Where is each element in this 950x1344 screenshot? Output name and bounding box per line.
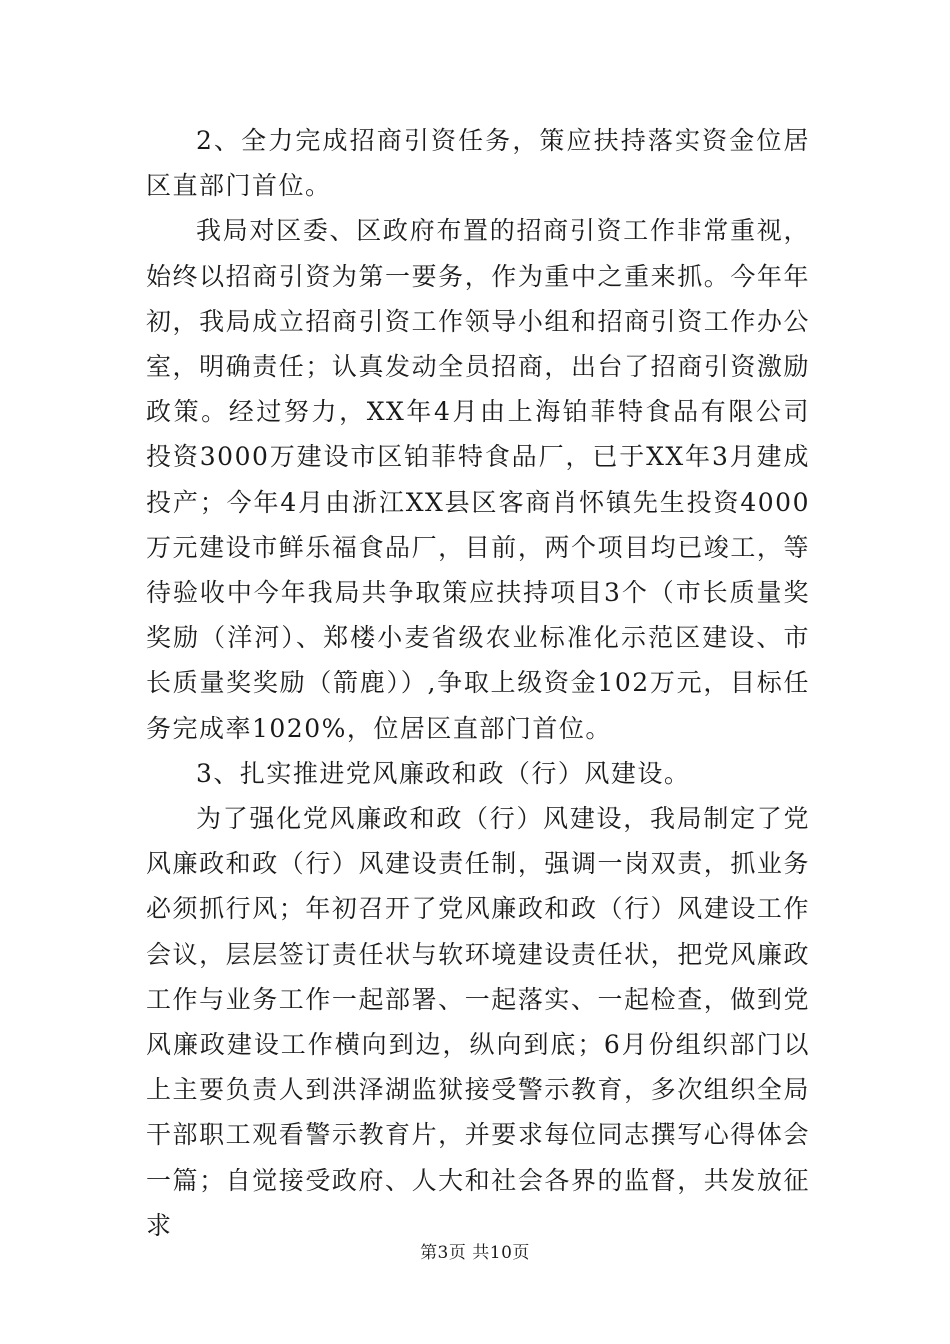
paragraph-investment: 我局对区委、区政府布置的招商引资工作非常重视，始终以招商引资为第一要务，作为重中之重来抓。今年年初，我局成立招商引资工作领导小组和招商引资工作办公室，明确责任；认真发动全员招商，出台了招商引资激励政策。经过努力，XX年4月由上海铂菲特食品有限公司投资3000万建设市区铂菲特食品厂，已于XX年3月建成投产；今年4月由浙江XX县区客商肖怀镇先生投资4000万元建设市鲜乐福食品厂，目前，两个项目均已竣工，等待验收中今年我局共争取策应扶持项目3个（市长质量奖奖励（洋河）、郑楼小麦省级农业标准化示范区建设、市长质量奖奖励（箭鹿））,争取上级资金102万元，目标任务完成率1020%，位居区直部门首位。 [146,216,810,743]
document-body [146,118,810,1248]
paragraph-integrity: 为了强化党风廉政和政（行）风建设，我局制定了党风廉政和政（行）风建设责任制，强调一岗双责，抓业务必须抓行风；年初召开了党风廉政和政（行）风建设工作会议，层层签订责任状与软环境建设责任状，把党风廉政工作与业务工作一起部署、一起落实、一起检查，做到党风廉政建设工作横向到边，纵向到底；6月份组织部门以上主要负责人到洪泽湖监狱接受警示教育，多次组织全局干部职工观看警示教育片，并要求每位同志撰写心得体会一篇；自觉接受政府、人大和社会各界的监督，共发放征求 [146,804,810,1240]
section-heading-3: 3、扎实推进党风廉政和政（行）风建设。 [196,758,691,788]
section-heading-2: 2、全力完成招商引资任务，策应扶持落实资金位居区直部门首位。 [146,126,810,201]
page-footer: 第3页 共10页 [420,1243,530,1263]
